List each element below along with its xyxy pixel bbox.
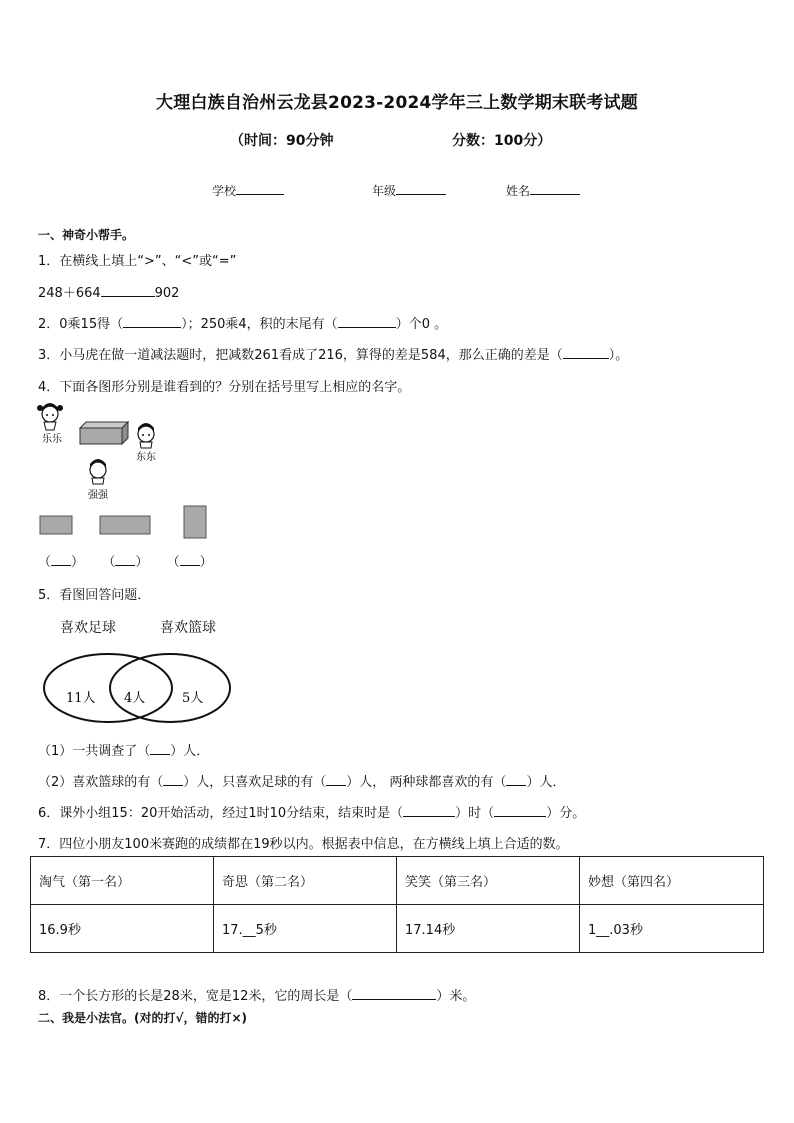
q4-answers bbox=[38, 551, 213, 570]
q1-blank[interactable] bbox=[101, 284, 155, 297]
table-cell-fillable[interactable]: 1__.03秒 bbox=[580, 905, 764, 953]
name-dongdong: 东东 bbox=[136, 452, 156, 463]
cuboid-3d-shape bbox=[80, 422, 128, 444]
view-long-rect bbox=[100, 516, 150, 534]
page-title: 大理白族自治州云龙县2023-2024学年三上数学期末联考试题 bbox=[156, 93, 638, 113]
q3-blank[interactable] bbox=[563, 346, 609, 359]
q4-paren-open-2: （ bbox=[102, 555, 116, 570]
q8-a: 8．一个长方形的长是28米，宽是12米，它的周长是（ bbox=[38, 989, 353, 1004]
name-qiangqiang: 强强 bbox=[88, 490, 108, 501]
grade-field[interactable] bbox=[372, 182, 446, 199]
q6 bbox=[38, 802, 585, 821]
venn-football-circle bbox=[44, 654, 172, 722]
q4-blank-3[interactable] bbox=[180, 553, 200, 566]
q8-b: ）米。 bbox=[436, 989, 476, 1004]
table-row bbox=[31, 905, 764, 953]
q4-paren-open-3: （ bbox=[166, 555, 180, 570]
q8 bbox=[38, 985, 475, 1004]
q6-blank-2[interactable] bbox=[494, 804, 546, 817]
venn-left-label: 喜欢足球 bbox=[60, 620, 116, 636]
q4-blank-1[interactable] bbox=[51, 553, 71, 566]
grade-label: 年级 bbox=[372, 184, 397, 198]
exam-score: 分数：100分） bbox=[452, 133, 552, 149]
school-field[interactable] bbox=[212, 182, 284, 199]
grade-blank[interactable] bbox=[396, 182, 446, 195]
q5-sub2-b: ）人，只喜欢足球的有（ bbox=[183, 775, 327, 790]
table-header-cell: 妙想（第四名） bbox=[580, 857, 764, 905]
q6-b: ）时（ bbox=[455, 806, 495, 821]
q1-right: 902 bbox=[154, 286, 180, 301]
q2-blank-2[interactable] bbox=[338, 315, 396, 328]
q5-sub2-a: （2）喜欢篮球的有（ bbox=[38, 775, 164, 790]
q4-paren-close-3: ） bbox=[199, 555, 213, 570]
section2-heading: 二、我是小法官。(对的打√，错的打×) bbox=[38, 1011, 248, 1025]
q2 bbox=[38, 313, 447, 332]
venn-right-count: 5人 bbox=[182, 691, 204, 706]
view-tall-rect bbox=[184, 506, 206, 538]
q4-text: 4．下面各图形分别是谁看到的？分别在括号里写上相应的名字。 bbox=[38, 380, 411, 395]
girl-lele-icon bbox=[37, 403, 63, 430]
name-field[interactable] bbox=[506, 182, 580, 199]
q3 bbox=[38, 344, 628, 363]
q4-paren-close-2: ） bbox=[135, 555, 149, 570]
table-header-cell: 奇思（第二名） bbox=[214, 857, 397, 905]
q5-text: 5．看图回答问题． bbox=[38, 588, 151, 603]
q1-left: 248＋664 bbox=[38, 286, 101, 301]
exam-time: （时间：90分钟 bbox=[230, 133, 334, 149]
q8-blank[interactable] bbox=[352, 987, 436, 1000]
q2-part-a: 2．0乘15得（ bbox=[38, 317, 124, 332]
table-cell-fillable[interactable]: 17.__5秒 bbox=[214, 905, 397, 953]
q5-sub1 bbox=[38, 740, 209, 759]
venn-diagram bbox=[40, 650, 240, 730]
q5-sub1-a: （1）一共调查了（ bbox=[38, 744, 151, 759]
venn-basketball-circle bbox=[110, 654, 230, 722]
q5-sub2-c: ）人， 两种球都喜欢的有（ bbox=[346, 775, 507, 790]
q5-sub1-b: ）人． bbox=[170, 744, 210, 759]
table-cell: 17.14秒 bbox=[397, 905, 580, 953]
name-label: 姓名 bbox=[506, 184, 531, 198]
q2-blank-1[interactable] bbox=[123, 315, 181, 328]
q5-sub2-blank-1[interactable] bbox=[163, 773, 183, 786]
boy-qiangqiang-icon bbox=[90, 459, 106, 484]
q5-sub2-blank-2[interactable] bbox=[326, 773, 346, 786]
q5-sub2-blank-3[interactable] bbox=[506, 773, 526, 786]
q2-part-b: ）；250乘4，积的末尾有（ bbox=[181, 317, 338, 332]
q5-sub2 bbox=[38, 771, 565, 790]
venn-left-count: 11人 bbox=[66, 691, 96, 706]
q4-paren-close-1: ） bbox=[71, 555, 85, 570]
section1-heading: 一、神奇小帮手。 bbox=[38, 228, 135, 242]
name-lele: 乐乐 bbox=[42, 434, 62, 445]
q5-sub1-blank[interactable] bbox=[150, 742, 170, 755]
table-header-row bbox=[31, 857, 764, 905]
q3-part-b: ）。 bbox=[608, 348, 629, 363]
table-cell: 16.9秒 bbox=[31, 905, 214, 953]
q4-blank-2[interactable] bbox=[115, 553, 135, 566]
q5-sub2-d: ）人． bbox=[526, 775, 566, 790]
q1-expression bbox=[38, 282, 179, 301]
venn-right-label: 喜欢篮球 bbox=[160, 620, 216, 636]
venn-mid-count: 4人 bbox=[124, 691, 146, 706]
q3-part-a: 3．小马虎在做一道减法题时，把减数261看成了216，算得的差是584，那么正确的差是（ bbox=[38, 348, 563, 363]
table-header-cell: 淘气（第一名） bbox=[31, 857, 214, 905]
q7-results-table bbox=[30, 856, 764, 953]
school-blank[interactable] bbox=[236, 182, 284, 195]
school-label: 学校 bbox=[212, 184, 237, 198]
table-header-cell: 笑笑（第三名） bbox=[397, 857, 580, 905]
q4-paren-open-1: （ bbox=[38, 555, 52, 570]
q6-c: ）分。 bbox=[546, 806, 586, 821]
q1-text: 1．在横线上填上“>”、“<”或“=” bbox=[38, 254, 237, 269]
q2-part-c: ）个0 。 bbox=[395, 317, 448, 332]
q7-text: 7．四位小朋友100米赛跑的成绩都在19秒以内。根据表中信息，在方横线上填上合适的数。 bbox=[38, 837, 569, 852]
q6-a: 6．课外小组15：20开始活动，经过1时10分结束，结束时是（ bbox=[38, 806, 404, 821]
view-small-rect bbox=[40, 516, 72, 534]
name-blank[interactable] bbox=[530, 182, 580, 195]
q6-blank-1[interactable] bbox=[403, 804, 455, 817]
boy-dongdong-icon bbox=[138, 423, 154, 448]
